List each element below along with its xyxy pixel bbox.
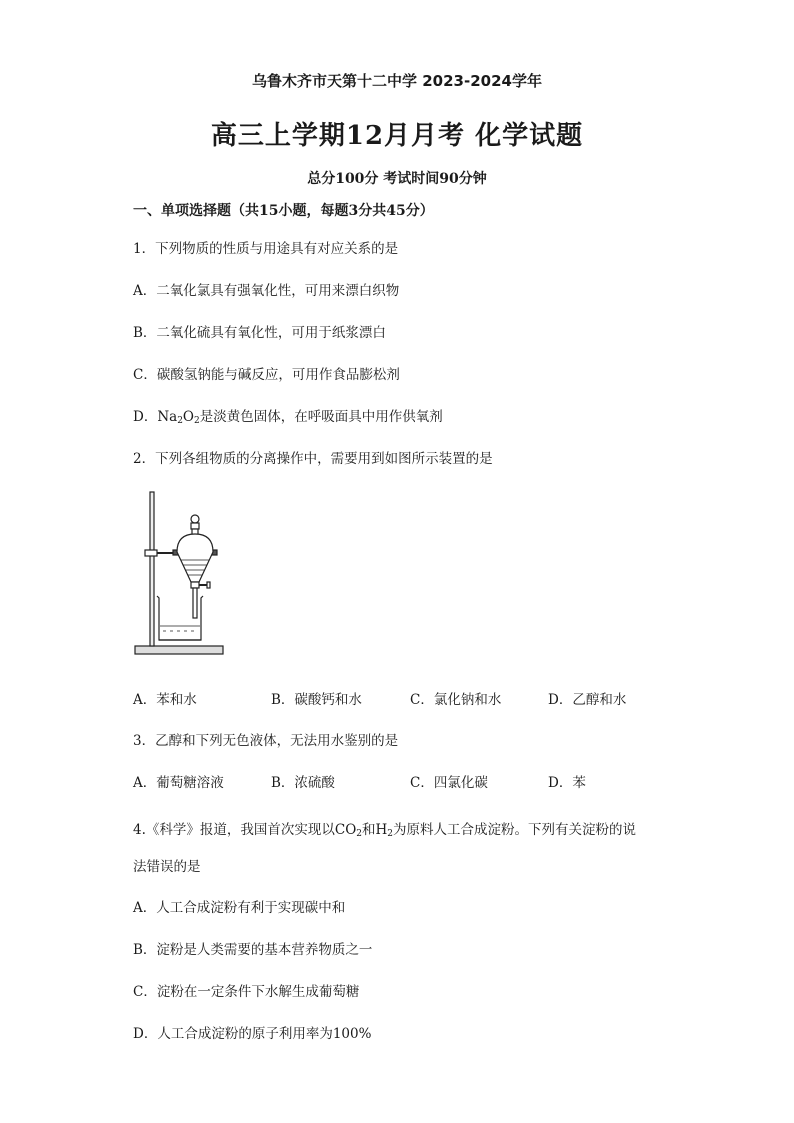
q4-option-c: C．淀粉在一定条件下水解生成葡萄糖	[133, 984, 360, 1000]
q3-option-a: A．葡萄糖溶液	[133, 775, 224, 791]
q1-option-a: A．二氧化氯具有强氧化性，可用来漂白织物	[133, 283, 400, 299]
q2-option-d: D．乙醇和水	[548, 692, 627, 708]
q4-stem-part3: 为原料人工合成淀粉。下列有关淀粉的说	[393, 822, 637, 838]
school-line: 乌鲁木齐市天第十二中学 2023-2024学年	[252, 72, 542, 90]
exam-info: 总分100分 考试时间90分钟	[307, 171, 487, 187]
q3-option-c: C．四氯化碳	[410, 775, 488, 791]
exam-title: 高三上学期12月月考 化学试题	[210, 121, 584, 151]
q1-option-c: C．碳酸氢钠能与碱反应，可用作食品膨松剂	[133, 367, 400, 383]
q3-option-b: B．浓硫酸	[271, 775, 335, 791]
q2-option-a: A．苯和水	[133, 692, 197, 708]
section-heading: 一、单项选择题（共15小题，每题3分共45分）	[133, 203, 434, 219]
q1-option-b: B．二氧化硫具有氧化性，可用于纸浆漂白	[133, 325, 386, 341]
q2-stem: 2．下列各组物质的分离操作中，需要用到如图所示装置的是	[133, 451, 493, 467]
q1-d-sub1: 2	[177, 416, 183, 426]
q2-option-b: B．碳酸钙和水	[271, 692, 362, 708]
separatory-funnel-apparatus-icon	[133, 490, 233, 664]
q4-stem-sub1: 2	[356, 829, 363, 839]
q3-option-d: D．苯	[548, 775, 586, 791]
q4-option-b: B．淀粉是人类需要的基本营养物质之一	[133, 942, 373, 958]
q4-stem-part2: 和H	[362, 822, 388, 838]
q4-stem-part1: 4.《科学》报道，我国首次实现以CO	[133, 822, 357, 838]
q3-stem: 3．乙醇和下列无色液体，无法用水鉴别的是	[133, 733, 399, 749]
q4-stem-sub2: 2	[387, 829, 394, 839]
q4-stem	[133, 818, 636, 839]
q1-d-prefix: D．Na	[133, 409, 178, 425]
q1-d-mid: O	[182, 409, 194, 425]
q4-stem-line2: 法错误的是	[133, 859, 201, 875]
q1-stem: 1．下列物质的性质与用途具有对应关系的是	[133, 241, 399, 257]
q4-option-a: A．人工合成淀粉有利于实现碳中和	[133, 900, 346, 916]
q1-option-d	[133, 405, 443, 426]
q1-d-suffix: 是淡黄色固体，在呼吸面具中用作供氧剂	[199, 409, 443, 425]
q4-option-d: D．人工合成淀粉的原子利用率为100%	[133, 1026, 372, 1042]
q2-option-c: C．氯化钠和水	[410, 692, 502, 708]
q1-d-sub2: 2	[194, 416, 200, 426]
